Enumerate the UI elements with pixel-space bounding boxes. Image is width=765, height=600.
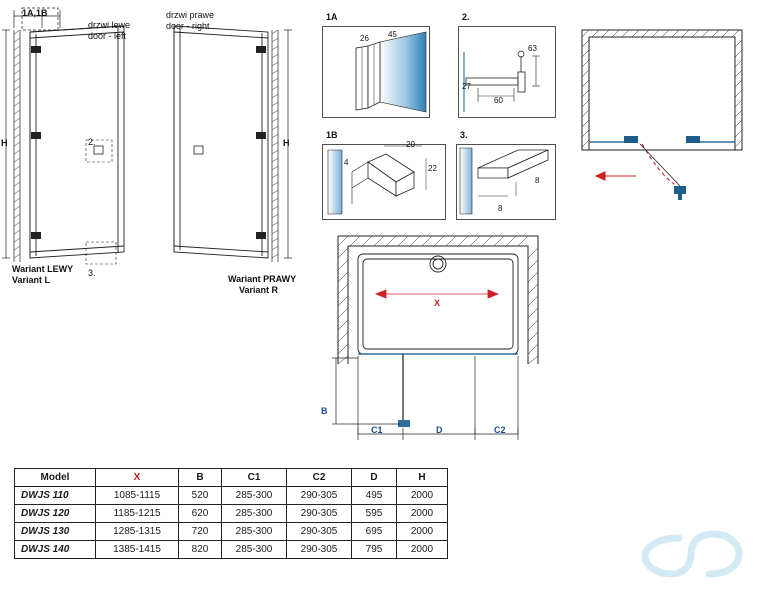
header-d: D <box>352 469 397 487</box>
dim-45: 45 <box>388 30 397 39</box>
dim-63: 63 <box>528 44 537 53</box>
header-c1: C1 <box>222 469 287 487</box>
cell-b: 620 <box>179 505 222 523</box>
cell-model: DWJS 120 <box>15 505 96 523</box>
cell-model: DWJS 110 <box>15 487 96 505</box>
label-detail-1ab: 1A,1B <box>22 8 48 18</box>
label-variant-left-pl: Wariant LEWY <box>12 264 74 274</box>
label-d-dim: D <box>436 425 443 435</box>
cell-c2: 290-305 <box>287 505 352 523</box>
label-door-left-en: door - left <box>88 31 127 41</box>
label-c2-dim: C2 <box>494 425 506 435</box>
plan-swing-diagram <box>570 18 755 208</box>
detail-1a-box <box>322 26 430 118</box>
label-h-left: H <box>1 138 8 148</box>
cell-h: 2000 <box>397 487 448 505</box>
table-row <box>15 487 448 505</box>
cell-h: 2000 <box>397 523 448 541</box>
label-variant-left-en: Variant L <box>12 275 51 285</box>
dim-60: 60 <box>494 96 503 105</box>
label-door-left-pl: drzwi lewe <box>88 20 131 30</box>
label-detail-1b: 1B <box>326 130 338 140</box>
cell-b: 820 <box>179 541 222 559</box>
tray-plan-diagram <box>320 228 570 453</box>
label-detail-3: 3. <box>460 130 468 140</box>
dim-26: 26 <box>360 34 369 43</box>
label-door-right-en: door - right <box>166 21 210 31</box>
elevation-left-variant <box>0 0 150 290</box>
label-marker-3-left: 3. <box>88 268 96 278</box>
label-detail-1a: 1A <box>326 12 338 22</box>
cell-d: 795 <box>352 541 397 559</box>
cell-h: 2000 <box>397 541 448 559</box>
cell-c1: 285-300 <box>222 487 287 505</box>
dim-8a: 8 <box>535 176 540 185</box>
detail-3-box <box>456 144 556 220</box>
header-b: B <box>179 469 222 487</box>
cell-c1: 285-300 <box>222 523 287 541</box>
cell-d: 595 <box>352 505 397 523</box>
dim-4: 4 <box>344 158 349 167</box>
cell-model: DWJS 130 <box>15 523 96 541</box>
cell-h: 2000 <box>397 505 448 523</box>
cell-c1: 285-300 <box>222 505 287 523</box>
label-door-right-pl: drzwi prawe <box>166 10 215 20</box>
table-row <box>15 541 448 559</box>
label-variant-right-pl: Wariant PRAWY <box>228 274 297 284</box>
cell-c2: 290-305 <box>287 541 352 559</box>
cell-model: DWJS 140 <box>15 541 96 559</box>
label-x-dim: X <box>434 298 441 308</box>
specification-table <box>14 468 448 559</box>
label-detail-2: 2. <box>462 12 470 22</box>
cell-d: 495 <box>352 487 397 505</box>
label-b-dim: B <box>321 406 328 416</box>
label-c1-dim: C1 <box>371 425 383 435</box>
detail-2-box <box>458 26 556 118</box>
cell-d: 695 <box>352 523 397 541</box>
cell-c1: 285-300 <box>222 541 287 559</box>
header-c2: C2 <box>287 469 352 487</box>
watermark-logo <box>635 524 747 584</box>
label-variant-right-en: Variant R <box>239 285 279 295</box>
detail-1b-box <box>322 144 446 220</box>
label-h-right: H <box>283 138 290 148</box>
cell-c2: 290-305 <box>287 523 352 541</box>
cell-x: 1285-1315 <box>96 523 179 541</box>
table-header-row <box>15 469 448 487</box>
header-h: H <box>397 469 448 487</box>
header-model: Model <box>15 469 96 487</box>
cell-b: 520 <box>179 487 222 505</box>
table-row <box>15 523 448 541</box>
cell-x: 1385-1415 <box>96 541 179 559</box>
label-marker-2-left: 2. <box>88 137 96 147</box>
dim-8b: 8 <box>498 204 503 213</box>
table-row <box>15 505 448 523</box>
dim-22: 22 <box>428 164 437 173</box>
cell-b: 720 <box>179 523 222 541</box>
dim-20: 20 <box>406 140 415 149</box>
cell-x: 1085-1115 <box>96 487 179 505</box>
header-x: X <box>96 469 179 487</box>
cell-x: 1185-1215 <box>96 505 179 523</box>
dim-27: 27 <box>462 82 471 91</box>
cell-c2: 290-305 <box>287 487 352 505</box>
